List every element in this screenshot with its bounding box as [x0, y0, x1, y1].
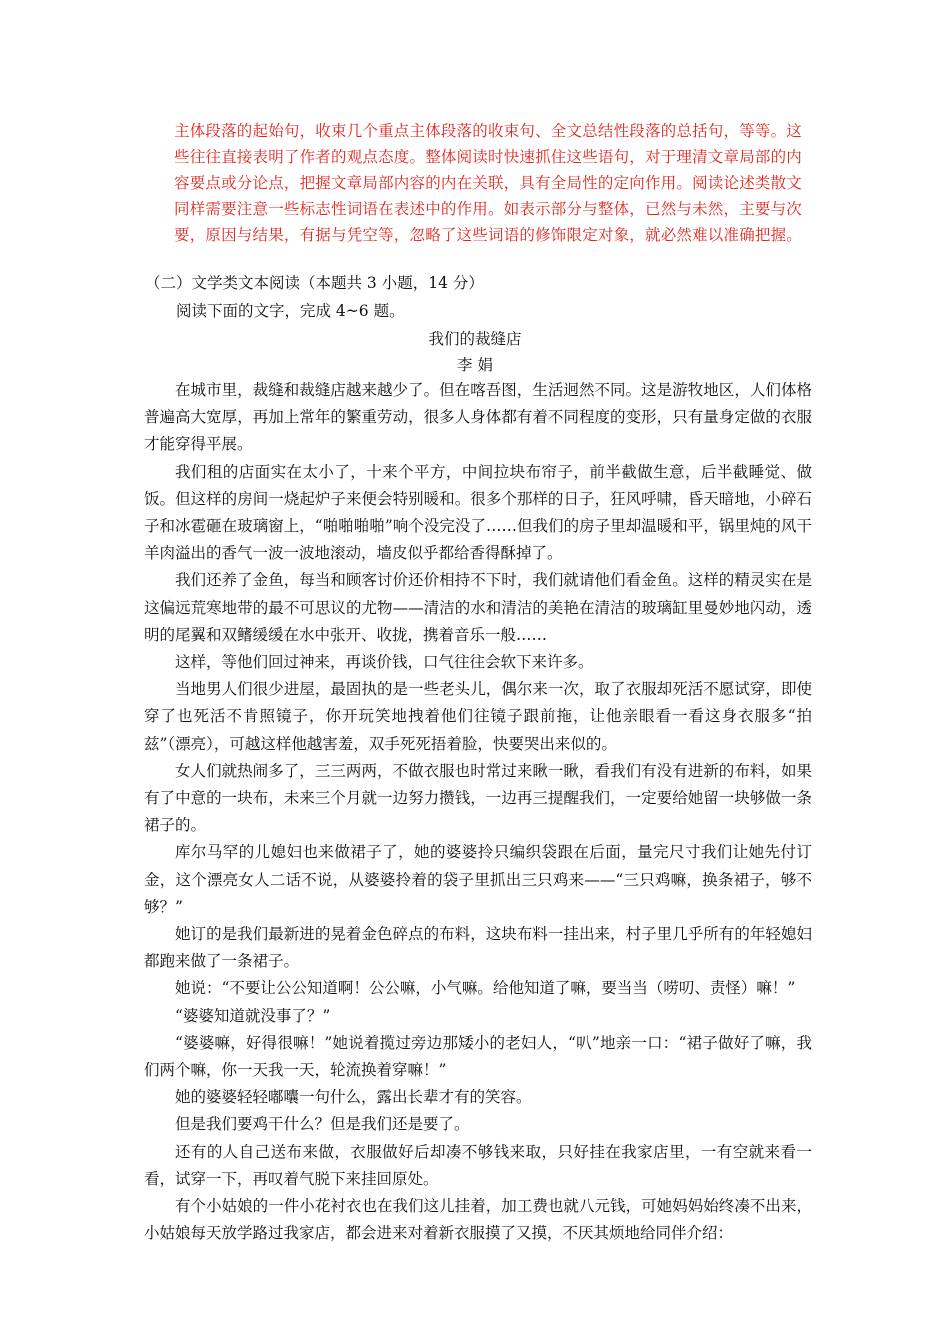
paragraph: “婆婆知道就没事了？” [175, 1006, 331, 1025]
paragraph: 我们租的店面实在太小了，十来个平方，中间拉块布帘子，前半截做生意，后半截睡觉、做饭。但这样的房间一烧起炉子来便会特别暖和。很多个那样的日子，狂风呼啸，昏天暗地，小碎石子和冰雹砸在玻璃窗上，“啪啪啪啪”响个没完没了……但我们的房子里却温暖和平，锅里炖的风干羊肉溢出的香气一波一波地滚动，墙皮似乎都给香得酥掉了。 [144, 462, 812, 563]
paragraph: 她说：“不要让公公知道啊！公公嘛，小气嘛。给他知道了嘛，要当当（唠叨、责怪）嘛！” [175, 979, 796, 998]
analysis-note: 主体段落的起始句，收束几个重点主体段落的收束句、全文总结性段落的总括句，等等。这些往往直接表明了作者的观点态度。整体阅读时快速抓住这些语句，对于理清文章局部的内容要点或分论点，把握文章局部内容的内在关联，具有全局性的定向作用。阅读论述类散文同样需要注意一些标志性词语在表述中的作用。如表示部分与整体，已然与未然，主要与次要，原因与结果，有据与凭空等，忽略了这些词语的修饰限定对象，就必然难以准确把握。 [174, 122, 803, 244]
section-heading: （二）文学类文本阅读（本题共 3 小题，14 分） [145, 274, 484, 292]
article-body [144, 377, 812, 1248]
paragraph: 女人们就热闹多了，三三两两，不做衣服也时常过来瞅一瞅，看我们有没有进新的布料，如果有了中意的一块布，未来三个月就一边努力攒钱，一边再三提醒我们，一定要给她留一块够做一条裙子的。 [144, 761, 812, 835]
article-title: 我们的裁缝店 [428, 330, 522, 348]
paragraph: 当地男人们很少进屋，最固执的是一些老头儿，偶尔来一次，取了衣服却死活不愿试穿，即使穿了也死活不肯照镜子，你开玩笑地拽着他们往镜子跟前拖，让他亲眼看一看这身衣服多“拍兹”（漂亮），可越这样他越害羞，双手死死捂着脸，快要哭出来似的。 [144, 680, 812, 753]
paragraph: 她的婆婆轻轻嘟囔一句什么，露出长辈才有的笑容。 [175, 1088, 532, 1107]
article-author: 李 娟 [457, 356, 493, 374]
paragraph: “婆婆嘛，好得很嘛！”她说着揽过旁边那矮小的老妇人，“叭”地亲一口：“裙子做好了嘛，我们两个嘛，你一天我一天，轮流换着穿嘛！” [144, 1033, 812, 1080]
paragraph: 她订的是我们最新进的晃着金色碎点的布料，这块布料一挂出来，村子里几乎所有的年轻媳妇都跑来做了一条裙子。 [144, 925, 812, 971]
paragraph: 在城市里，裁缝和裁缝店越来越少了。但在喀吾图，生活迥然不同。这是游牧地区，人们体格普遍高大宽厚，再加上常年的繁重劳动，很多人身体都有着不同程度的变形，只有量身定做的衣服才能穿得平展。 [144, 381, 812, 454]
paragraph: 库尔马罕的儿媳妇也来做裙子了，她的婆婆拎只编织袋跟在后面，量完尺寸我们让她先付订金，这个漂亮女人二话不说，从婆婆拎着的袋子里抓出三只鸡来——“三只鸡嘛，换条裙子，够不够？” [144, 843, 812, 916]
paragraph: 这样，等他们回过神来，再谈价钱，口气往往会软下来许多。 [175, 653, 594, 672]
paragraph: 我们还养了金鱼，每当和顾客讨价还价相持不下时，我们就请他们看金鱼。这样的精灵实在是这偏远荒寒地带的最不可思议的尤物——清洁的水和清洁的美艳在清洁的玻璃缸里曼妙地闪动，透明的尾翼和双鳍缓缓在水中张开、收拢，携着音乐一般…… [144, 571, 812, 644]
paragraph: 有个小姑娘的一件小花衬衣也在我们这儿挂着，加工费也就八元钱，可她妈妈始终凑不出来，小姑娘每天放学路过我家店，都会进来对着新衣服摸了又摸，不厌其烦地给同伴介绍： [144, 1197, 812, 1243]
reading-instruction: 阅读下面的文字，完成 4~6 题。 [176, 302, 405, 320]
paragraph: 还有的人自己送布来做，衣服做好后却凑不够钱来取，只好挂在我家店里，一有空就来看一看，试穿一下，再叹着气脱下来挂回原处。 [144, 1142, 812, 1188]
paragraph: 但是我们要鸡干什么？但是我们还是要了。 [175, 1115, 470, 1134]
